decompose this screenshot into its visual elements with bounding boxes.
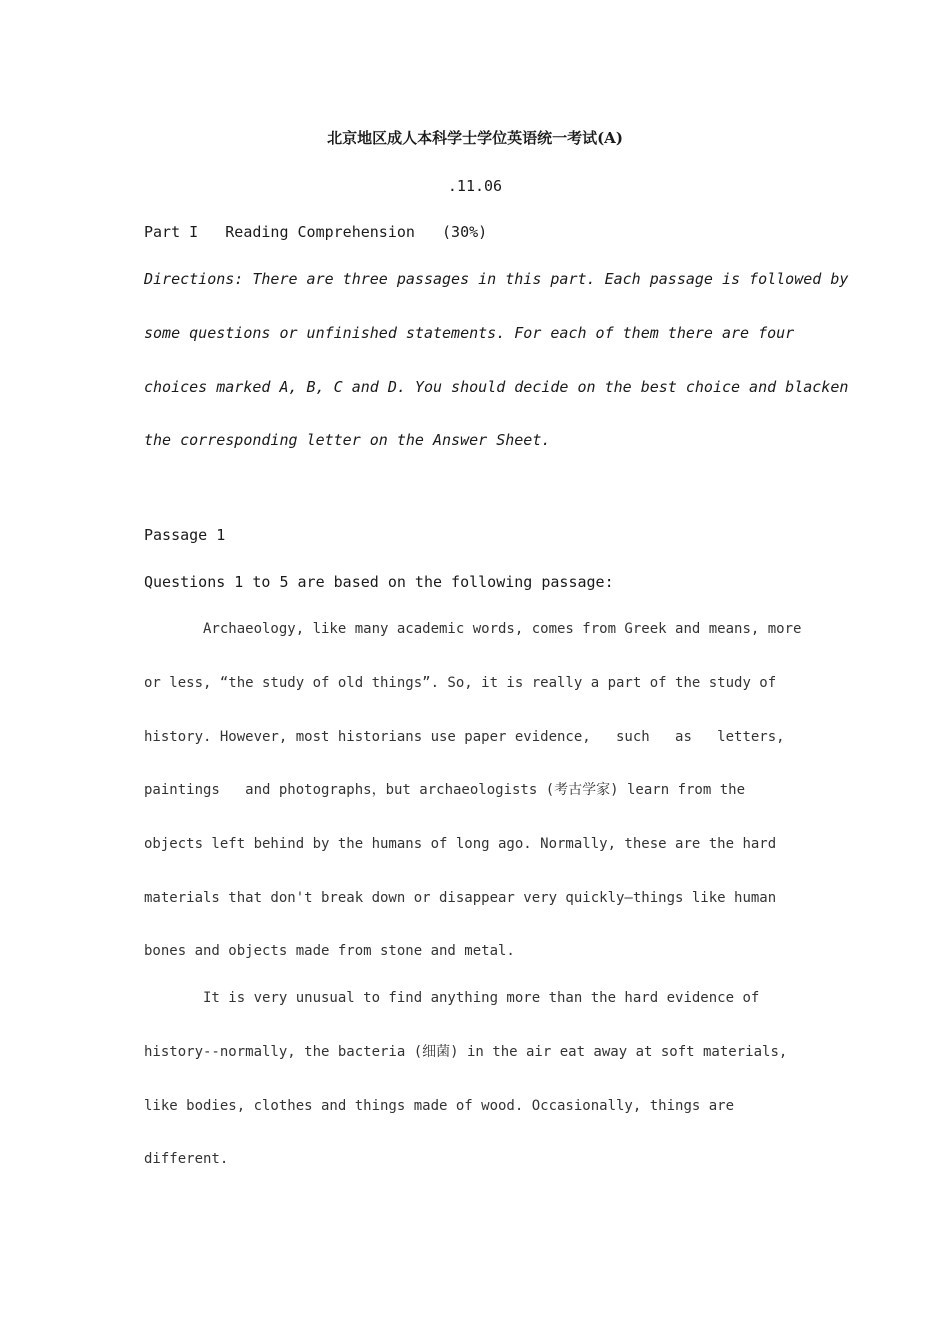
exam-date: .11.06 xyxy=(447,177,503,195)
part-heading: Part I Reading Comprehension (30%) xyxy=(144,223,488,241)
paragraph-line: like bodies, clothes and things made of wood. Occasionally, things are xyxy=(144,1098,735,1114)
paragraph-line: different. xyxy=(144,1151,229,1167)
paragraph-line: history--normally, the bacteria (细菌) in the air eat away at soft materials, xyxy=(144,1044,788,1060)
paragraph-line: or less, “the study of old things”. So, it is really a part of the study of xyxy=(144,675,777,691)
directions-line: choices marked A, B, C and D. You should decide on the best choice and blacken xyxy=(144,378,849,396)
exam-title: 北京地区成人本科学士学位英语统一考试(A) xyxy=(327,129,623,147)
paragraph-line: history. However, most historians use paper evidence, such as letters, xyxy=(144,729,785,745)
paragraph-line: materials that don't break down or disappear very quickly—things like human xyxy=(144,890,777,906)
paragraph-line: It is very unusual to find anything more than the hard evidence of xyxy=(144,990,760,1006)
paragraph-line: objects left behind by the humans of long ago. Normally, these are the hard xyxy=(144,836,777,852)
paragraph-line: bones and objects made from stone and metal. xyxy=(144,943,515,959)
paragraph-line: paintings and photographs，but archaeologists (考古学家) learn from the xyxy=(144,782,746,798)
directions-line: Directions: There are three passages in this part. Each passage is followed by xyxy=(144,270,849,288)
directions-line: some questions or unfinished statements. For each of them there are four xyxy=(144,324,795,342)
passage-intro: Questions 1 to 5 are based on the following passage: xyxy=(144,573,614,591)
directions-line: the corresponding letter on the Answer Sheet. xyxy=(144,431,551,449)
passage-label: Passage 1 xyxy=(144,526,226,544)
paragraph-line: Archaeology, like many academic words, comes from Greek and means, more xyxy=(144,621,802,637)
